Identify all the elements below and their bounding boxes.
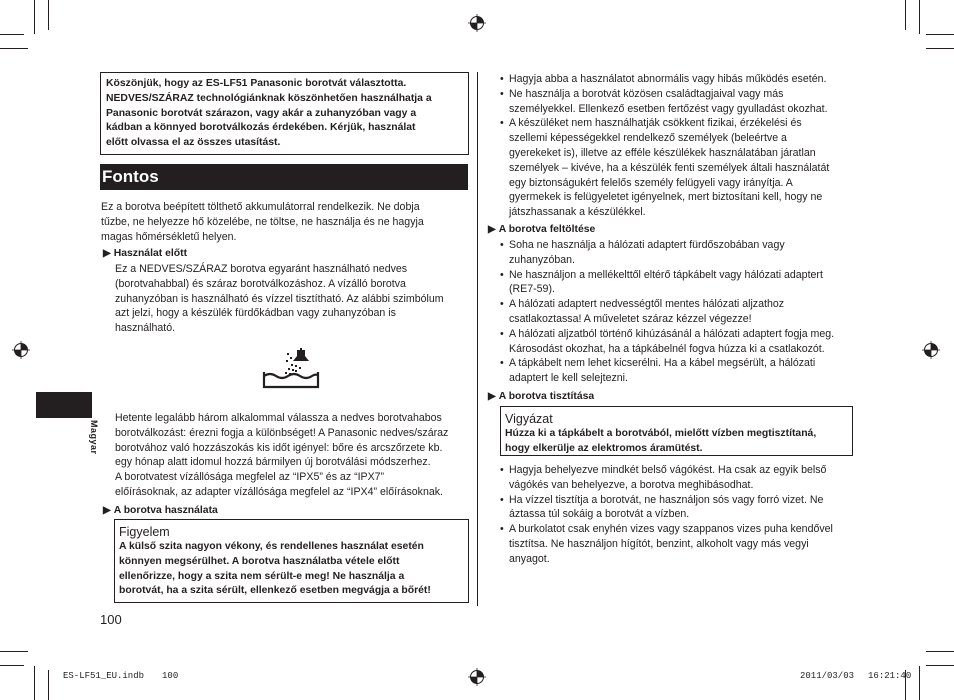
heading-text: A borotva tisztítása: [498, 391, 595, 402]
intro-line: NEDVES/SZÁRAZ technológiánknak köszönhetően használhatja a: [106, 92, 432, 104]
registration-mark-icon: [468, 14, 486, 32]
warning-title: Vigyázat: [505, 412, 553, 426]
intro-line: előtt olvassa el az összes utasítást.: [106, 137, 281, 149]
text-line: • A burkolatot csak enyhén vizes vagy szappanos vizes puha kendővel: [509, 523, 833, 536]
warning-box: [500, 406, 853, 456]
text-line: (borotvahabbal) és száraz borotválkozáshoz. A vízálló borotva: [115, 277, 406, 290]
intro-box: [100, 72, 469, 155]
caution-line: ellenőrizze, hogy a szita nem sérült-e meg! Ne használja a: [119, 570, 405, 582]
list-item: [500, 327, 860, 357]
text-line: játszhassanak a készülékkel.: [509, 206, 646, 219]
footer-datetime: [800, 671, 911, 681]
warning-line: hogy elkerülje az elektromos áramütést.: [505, 442, 703, 454]
text-line: • Soha ne használja a hálózati adaptert fürdőszobában vagy: [509, 239, 785, 251]
text-line: • Ne használjon a mellékelttől eltérő tápkábelt vagy hálózati adaptert: [509, 268, 823, 281]
text-line: Ez a borotva beépített tölthető akkumulátorral rendelkezik. Ne dobja: [101, 201, 420, 213]
battery-paragraph: [101, 200, 471, 244]
text-line: személyek – kivéve, ha a készülék fenti személyek általi használatát: [509, 161, 830, 174]
crop-mark: [919, 0, 920, 34]
text-line: egy biztonságukért felelős személy felügyeli vagy irányítja. A: [509, 176, 793, 189]
charging-heading: [488, 223, 595, 237]
text-line: azt jelzi, hogy a készülék fürdőkádban vagy zuhanyzóban is: [115, 307, 396, 320]
usage-heading: [103, 504, 218, 518]
text-line: tűzbe, ne helyezze hő közelébe, ne töltse, ne használja és ne hagyja: [101, 215, 424, 228]
footer-file: [63, 671, 178, 681]
list-item: [500, 522, 862, 566]
list-item: [500, 268, 860, 298]
text-line: anyagot.: [509, 552, 550, 565]
registration-mark-icon: [12, 341, 30, 359]
text-line: • Ne használja a borotvát közösen családtagjaival vagy más: [509, 87, 784, 100]
crop-mark: [905, 0, 906, 30]
caution-box: [114, 519, 469, 603]
text-line: • A hálózati adaptert nedvességtől mentes hálózati aljzathoz: [509, 298, 785, 311]
column-divider: [477, 72, 478, 606]
text-line: • A készüléket nem használhatják csökkent fizikai, érzékelési és: [509, 117, 802, 130]
section-title: Fontos: [100, 164, 468, 190]
crop-mark: [34, 666, 35, 700]
safety-bullet-list: [500, 72, 860, 220]
heading-text: A borotva feltöltése: [498, 224, 596, 235]
text-line: használható.: [115, 322, 176, 335]
crop-mark: [48, 670, 49, 700]
text-line: egy hónap alatt idomul hozzá bármilyen új borotválási módszerhez.: [115, 456, 431, 469]
charging-bullet-list: [500, 238, 860, 386]
caution-line: A külső szita nagyon vékony, és rendellenes használat esetén: [119, 541, 424, 552]
text-line: borotválkozást: érezni fogja a különbséget! A Panasonic nedves/száraz: [115, 426, 449, 439]
text-line: szellemi képességekkel rendelkező személyek (beleértve a: [509, 132, 787, 145]
list-item: [500, 72, 860, 87]
text-line: • Hagyja behelyezve mindkét belső vágókést. Ha csak az egyik belső: [509, 464, 827, 476]
footer-date: 2011/03/03: [800, 671, 855, 681]
text-line: vágókés van behelyezve, a borotva meghibásodhat.: [509, 478, 754, 491]
footer-time: 16:21:40: [868, 671, 912, 681]
language-tab: [36, 392, 92, 418]
triangle-right-icon: ▶: [103, 505, 111, 516]
crop-mark: [926, 651, 954, 652]
text-line: A borotvatest vízállósága megfelel az “IPX5” és az “IPX7”: [115, 471, 385, 484]
text-line: Károsodást okozhat, ha a tápkábelnél fogva húzza ki a csatlakozót.: [509, 342, 825, 355]
text-line: előírásoknak, az adapter vízállósága megfelel az “IPX4” előírásoknak.: [115, 485, 443, 498]
registration-mark-icon: [468, 668, 486, 686]
before-use-paragraph: [115, 262, 473, 336]
crop-mark: [926, 665, 954, 666]
cleaning-heading: [488, 390, 594, 404]
footer-page: 100: [162, 671, 179, 681]
text-line: gyerekeket is), illetve az efféle készülékek használatában járatlan: [509, 146, 816, 159]
text-line: borotvához való hozzászokás kis időt igényel: bőre és arcszőrzete kb.: [115, 441, 443, 454]
text-line: csatlakoztassa! A műveletet száraz kézzel végezze!: [509, 312, 752, 325]
text-line: zuhanyzóban is használható és vízzel tisztítható. Az alábbi szimbólum: [115, 292, 444, 305]
list-item: [500, 297, 860, 327]
text-line: magas hőmérsékletű helyen.: [101, 230, 237, 243]
text-line: zuhanyzóban.: [509, 253, 575, 266]
text-line: • Ha vízzel tisztítja a borotvát, ne használjon sós vagy forró vizet. Ne: [509, 493, 824, 506]
heading-text: A borotva használata: [113, 505, 218, 516]
intro-line: Panasonic borotvát szárazon, vagy akár a zuhanyzóban vagy a: [106, 107, 417, 119]
triangle-right-icon: ▶: [103, 248, 111, 259]
before-use-heading: [103, 247, 187, 261]
caution-line: borotvát, ha a szita sérült, ellenkező esetben megvágja a bőrét!: [119, 585, 431, 597]
footer-filename: ES-LF51_EU.indb: [63, 671, 145, 681]
wet-shave-paragraph: [115, 411, 475, 500]
triangle-right-icon: ▶: [488, 224, 496, 235]
text-line: Hetente legalább három alkalommal válassza a nedves borotvahabos: [115, 412, 442, 424]
list-item: [500, 463, 862, 493]
text-line: Ez a NEDVES/SZÁRAZ borotva egyaránt használható nedves: [115, 263, 408, 275]
caution-title: Figyelem: [119, 525, 170, 539]
crop-mark: [919, 666, 920, 700]
cleaning-bullet-list: [500, 463, 862, 567]
heading-text: Használat előtt: [113, 248, 188, 259]
text-line: áztassa túl sokáig a borotvát a vízben.: [509, 508, 690, 521]
text-line: • A tápkábelt nem lehet kicserélni. Ha a kábel megsérült, a hálózati: [509, 357, 816, 370]
language-label: Magyar: [89, 420, 99, 455]
shower-bath-icon: [260, 348, 322, 390]
text-line: adaptert le kell selejtezni.: [509, 372, 628, 385]
caution-line: könnyen megsérülhet. A borotva használatba vétele előtt: [119, 555, 400, 567]
page-number: 100: [100, 612, 122, 627]
registration-mark-icon: [922, 341, 940, 359]
intro-line: Köszönjük, hogy az ES-LF51 Panasonic borotvát választotta.: [106, 78, 407, 89]
warning-line: Húzza ki a tápkábelt a borotvából, mielőtt vízben megtisztítaná,: [505, 428, 817, 439]
crop-mark: [0, 651, 28, 652]
crop-mark: [0, 48, 28, 49]
list-item: [500, 238, 860, 268]
list-item: [500, 356, 860, 386]
text-line: személyekkel. Ellenkező esetben fertőzést vagy gyulladást okozhat.: [509, 102, 828, 115]
intro-line: kádban a könnyed borotválkozás érdekében. Kérjük, használat: [106, 122, 416, 134]
text-line: gyermekek is felügyeletet igényelnek, mert biztosítani kell, hogy ne: [509, 191, 823, 204]
text-line: • Hagyja abba a használatot abnormális vagy hibás működés esetén.: [509, 73, 827, 85]
list-item: [500, 493, 862, 523]
crop-mark: [34, 0, 35, 34]
list-item: [500, 87, 860, 117]
crop-mark: [926, 34, 954, 35]
triangle-right-icon: ▶: [488, 391, 496, 402]
crop-mark: [48, 0, 49, 30]
text-line: tisztítsa. Ne használjon hígítót, benzint, alkoholt vagy más vegyi: [509, 537, 809, 550]
text-line: • A hálózati aljzatból történő kihúzásánál a hálózati adaptert fogja meg.: [509, 327, 835, 340]
list-item: [500, 116, 860, 220]
crop-mark: [0, 665, 24, 666]
crop-mark: [926, 48, 954, 49]
text-line: (RE7-59).: [509, 283, 555, 296]
crop-mark: [0, 34, 24, 35]
